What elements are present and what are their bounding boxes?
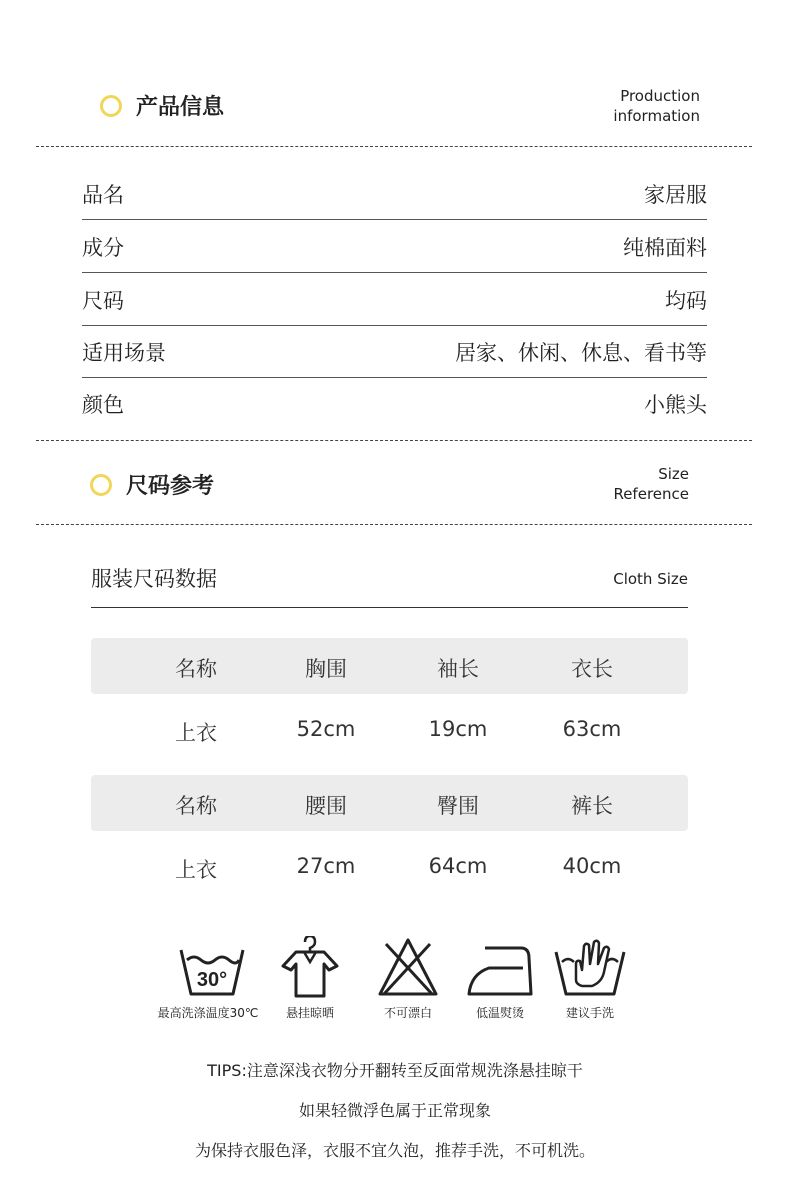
info-key: 尺码 (82, 289, 124, 313)
info-row-material (82, 220, 707, 273)
table-cell: 64cm (428, 854, 488, 878)
cloth-size-en: Cloth Size (613, 570, 688, 588)
care-label: 不可漂白 (383, 1006, 432, 1020)
tips-line-2: 如果轻微浮色属于正常现象 (298, 1101, 491, 1120)
care-label: 最高洗涤温度30℃ (157, 1006, 259, 1020)
hang-dry-icon (278, 936, 342, 998)
table-header-cell: 腰围 (305, 794, 347, 818)
table-cell: 上衣 (175, 858, 217, 882)
tips-line-3: 为保持衣服色泽，衣服不宜久泡，推荐手洗，不可机洗。 (194, 1141, 595, 1160)
care-hang (260, 936, 360, 1021)
section-circle-icon (100, 95, 122, 117)
table-header-cell: 衣长 (571, 657, 613, 681)
cloth-size-underline (91, 607, 688, 608)
info-value: 居家、休闲、休息、看书等 (455, 341, 707, 365)
info-key: 品名 (82, 183, 124, 207)
table-cell: 27cm (296, 854, 356, 878)
info-key: 成分 (82, 236, 124, 260)
cloth-size-title: 服装尺码数据 (91, 567, 217, 591)
hand-wash-icon (552, 936, 628, 998)
care-bleach (358, 936, 458, 1021)
info-row-color (82, 377, 707, 429)
info-key: 适用场景 (82, 341, 166, 365)
info-row-scenario (82, 325, 707, 378)
size-reference-en-line1: Size (658, 465, 689, 483)
wash-30-icon (177, 936, 247, 998)
tips-line-1: TIPS:注意深浅衣物分开翻转至反面常规洗涤悬挂晾干 (207, 1061, 583, 1080)
no-bleach-icon (376, 936, 440, 998)
table-cell: 52cm (296, 717, 356, 741)
info-row-name (82, 167, 707, 220)
table-cell: 上衣 (175, 721, 217, 745)
table-header-cell: 名称 (175, 657, 217, 681)
size-reference-en-line2: Reference (613, 485, 689, 503)
wash-temp-text: 30° (196, 969, 228, 991)
divider-dashed (36, 146, 752, 147)
info-value: 家居服 (644, 183, 707, 207)
table-cell: 63cm (562, 717, 622, 741)
care-label: 低温熨烫 (475, 1006, 524, 1020)
info-value: 纯棉面料 (623, 236, 707, 260)
product-info-en-title (613, 86, 700, 126)
care-label: 悬挂晾晒 (285, 1006, 334, 1020)
care-wash (157, 936, 262, 1021)
info-value: 小熊头 (644, 393, 707, 417)
table-header-cell: 袖长 (437, 657, 479, 681)
iron-low-icon (465, 936, 535, 998)
table-header-cell: 臀围 (437, 794, 479, 818)
table-header-cell: 名称 (175, 794, 217, 818)
product-info-en-line1: Production (620, 87, 700, 105)
care-handwash (540, 936, 640, 1021)
info-row-size (82, 273, 707, 326)
table-header-cell: 裤长 (571, 794, 613, 818)
care-iron (450, 936, 550, 1021)
section-circle-icon (90, 474, 112, 496)
size-reference-title: 尺码参考 (126, 474, 215, 499)
divider-dashed (36, 440, 752, 441)
table-cell: 40cm (562, 854, 622, 878)
info-key: 颜色 (82, 393, 124, 417)
table-header-cell: 胸围 (305, 657, 347, 681)
table-cell: 19cm (428, 717, 488, 741)
divider-dashed (36, 524, 752, 525)
product-info-en-line2: information (613, 107, 700, 125)
size-reference-en-title (613, 464, 689, 504)
product-info-title: 产品信息 (136, 95, 225, 120)
info-value: 均码 (665, 289, 707, 313)
care-label: 建议手洗 (565, 1006, 614, 1020)
